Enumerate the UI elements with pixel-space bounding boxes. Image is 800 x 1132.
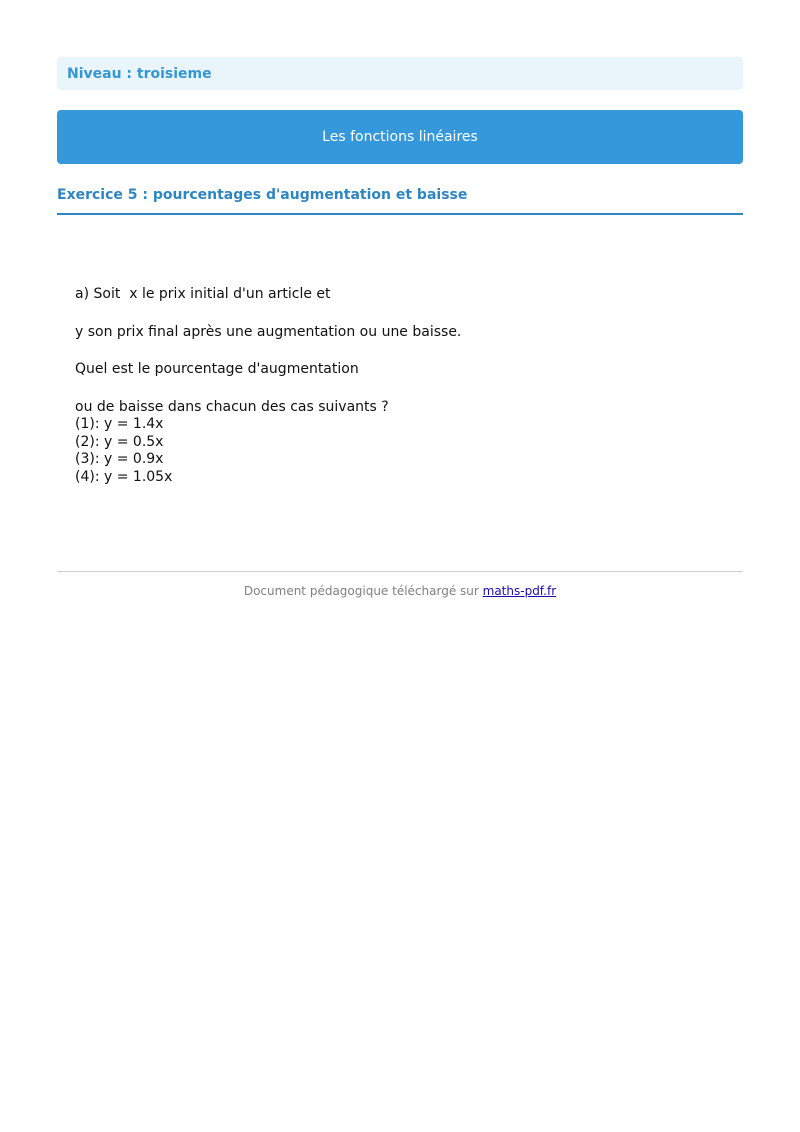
statement-line: y son prix final après une augmentation ou une baisse.: [75, 323, 462, 340]
chapter-title: Les fonctions linéaires: [322, 129, 478, 145]
chapter-banner: [57, 110, 743, 164]
case-line: (4): y = 1.05x: [75, 468, 173, 485]
footer-divider: [57, 571, 743, 572]
case-line: (3): y = 0.9x: [75, 451, 164, 467]
level-label: Niveau : troisieme: [67, 65, 212, 82]
statement-line: Quel est le pourcentage d'augmentation: [75, 361, 359, 377]
exercise-title: Exercice 5 : pourcentages d'augmentation et baisse: [57, 185, 743, 215]
statement-line: a) Soit x le prix initial d'un article et: [75, 286, 331, 302]
statement-line: ou de baisse dans chacun des cas suivants ?: [75, 398, 389, 415]
case-line: (1): y = 1.4x: [75, 416, 164, 432]
footer-link[interactable]: maths-pdf.fr: [482, 584, 557, 598]
exercise-statement: [75, 286, 575, 486]
case-line: (2): y = 0.5x: [75, 433, 164, 450]
level-box: [57, 57, 743, 90]
footer: [57, 584, 743, 598]
footer-text: Document pédagogique téléchargé sur: [243, 584, 483, 598]
